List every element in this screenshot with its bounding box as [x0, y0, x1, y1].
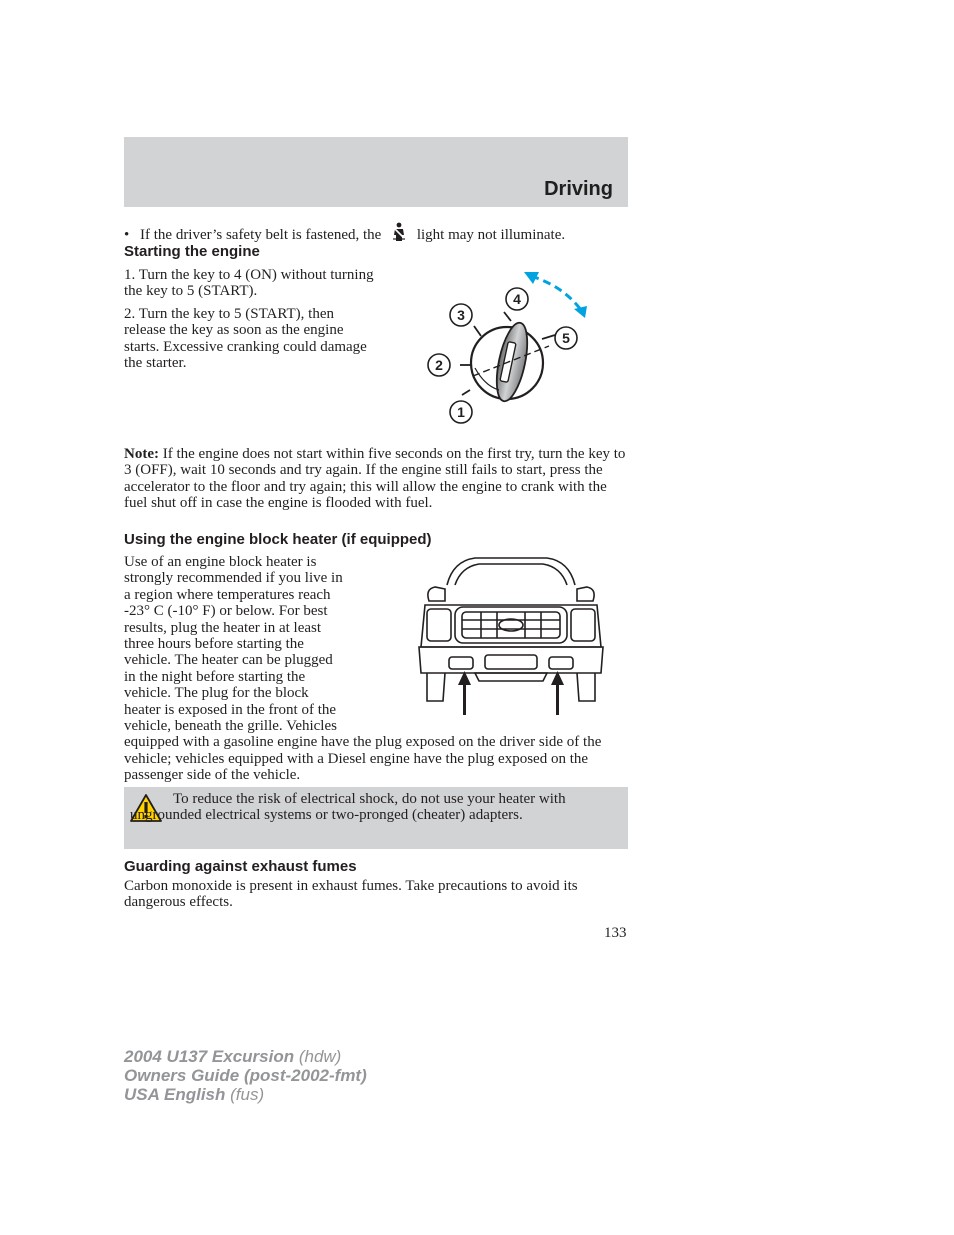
heater-line: heater is exposed in the front of the	[124, 701, 337, 718]
heater-line: in the night before starting the	[124, 668, 306, 685]
footer-language-code: (fus)	[225, 1085, 265, 1104]
section-header	[124, 137, 628, 207]
starting-step-1: 1. Turn the key to 4 (ON) without turning the key to 5 (START).	[124, 267, 374, 300]
footer-model-code: (hdw)	[294, 1047, 342, 1066]
heading-block-heater: Using the engine block heater (if equipped)	[124, 531, 432, 548]
starting-step-2: 2. Turn the key to 5 (START), then release the key as soon as the engine starts. Excessive cranking could damage the starter.	[124, 306, 367, 372]
heater-line: strongly recommended if you live in	[124, 570, 343, 587]
footer-language: USA English	[124, 1085, 226, 1104]
truck-front-illustration	[415, 555, 607, 721]
ignition-label-2: 2	[435, 357, 443, 373]
heater-line: a region where temperatures reach	[124, 586, 331, 603]
heater-line: results, plug the heater in at least	[124, 619, 322, 636]
ignition-label-4: 4	[513, 291, 521, 307]
heater-line: Use of an engine block heater is	[124, 554, 317, 570]
note-label: Note:	[124, 446, 159, 462]
ignition-label-1: 1	[457, 404, 465, 420]
section-title: Driving	[544, 178, 613, 200]
heading-exhaust-fumes: Guarding against exhaust fumes	[124, 858, 357, 875]
warning-box	[124, 787, 628, 849]
note-text: If the engine does not start within five seconds on the first try, turn the key to 3 (OFF), wait 10 seconds and try again. If the engine still fails to start, press the accelerator to the floor and try again; this will allow the engine to crank with the fuel shut off in case the engine is flooded with fuel.	[124, 446, 626, 512]
ignition-diagram	[415, 268, 605, 437]
bullet-text-after: light may not illuminate.	[416, 227, 566, 243]
key-rotation-arrow	[531, 276, 581, 310]
heater-line: three hours before starting the	[124, 636, 304, 653]
heater-line: vehicle, beneath the grille. Vehicles	[124, 718, 337, 735]
fumes-paragraph: Carbon monoxide is present in exhaust fumes. Take precautions to avoid its dangerous effects.	[124, 878, 578, 911]
heater-text-wide: equipped with a gasoline engine have the plug exposed on the driver side of the vehicle; vehicles equipped with a Diesel engine have the plug exposed on the passenger side of the vehicle.	[124, 734, 602, 784]
heater-line: vehicle. The heater can be plugged	[124, 652, 333, 669]
right-mirror	[577, 587, 594, 601]
right-plug-arrow	[556, 683, 559, 715]
footer-model: 2004 U137 Excursion	[124, 1047, 295, 1066]
note-paragraph	[124, 446, 630, 512]
bullet-dot: •	[124, 227, 130, 243]
bullet-text-before: If the driver’s safety belt is fastened, the	[140, 227, 382, 243]
left-plug-arrow	[463, 683, 466, 715]
warning-message: To reduce the risk of electrical shock, do not use your heater with ungrounded electrical systems or two-pronged (cheater) adapters.	[130, 791, 566, 824]
document-footer	[124, 1047, 367, 1104]
page-number: 133	[604, 925, 627, 941]
ignition-label-3: 3	[457, 307, 465, 323]
heater-line: -23° C (-10° F) or below. For best	[124, 603, 328, 620]
ignition-label-5: 5	[562, 330, 570, 346]
windshield-outline	[447, 558, 575, 585]
heater-line: vehicle. The plug for the block	[124, 685, 309, 702]
safety-belt-icon	[389, 222, 409, 246]
footer-guide: Owners Guide (post-2002-fmt)	[124, 1066, 367, 1085]
left-mirror	[428, 587, 445, 601]
heading-starting-engine: Starting the engine	[124, 243, 260, 260]
warning-text	[130, 791, 600, 824]
